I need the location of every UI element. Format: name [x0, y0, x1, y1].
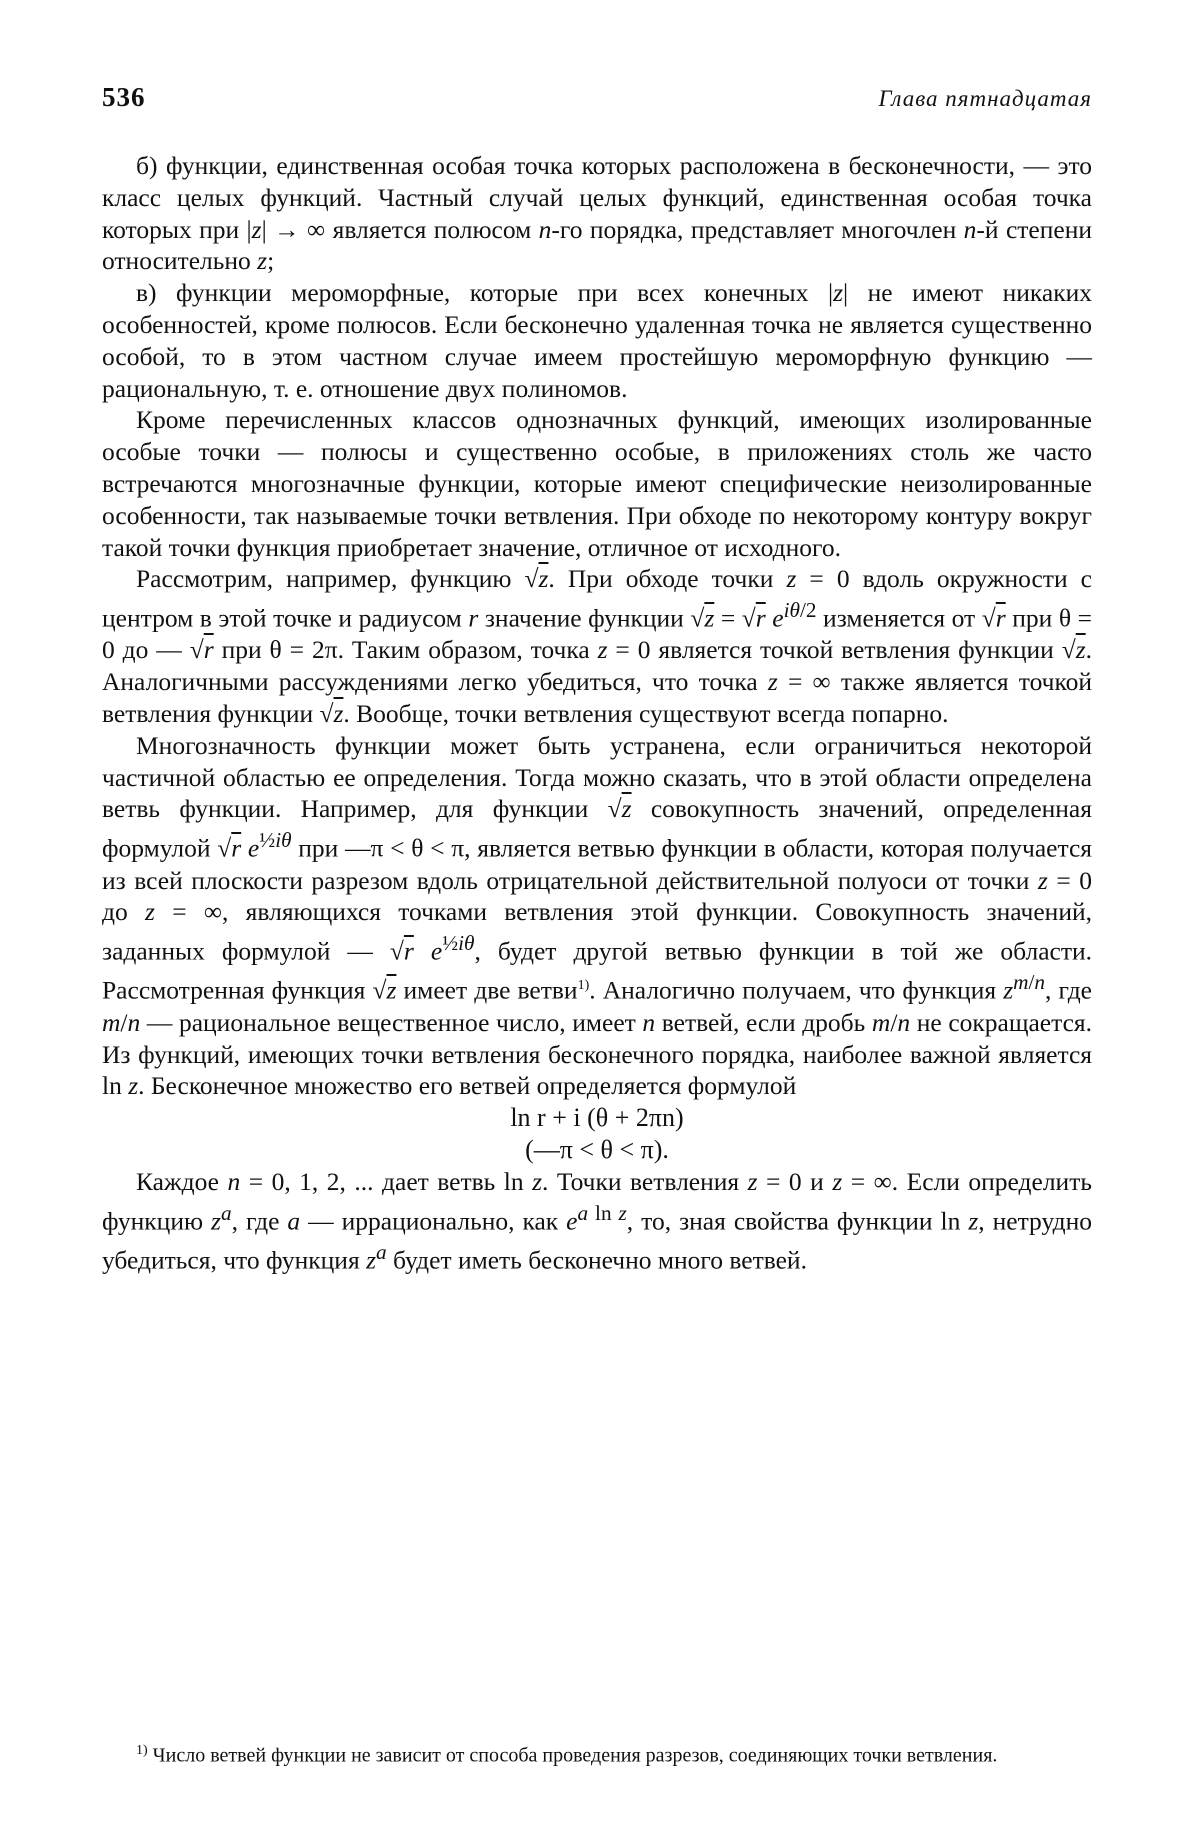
page-number: 536	[102, 82, 146, 112]
paragraph-sqrt-example: Рассмотрим, например, функцию √z. При обходе точки z = 0 вдоль окружности с центром в этой точке и радиусом r значение функции √z = √r $e^{i\theta/2}$ изменяется от √r при θ = 0 до — √r при θ = 2π. Таким образом, точка z = 0 является точкой ветвления функции √z. Аналогичными рассуждениями легко убедиться, что точка z = ∞ также является точкой ветвления функции √z. Вообще, точки ветвления существуют всегда попарно.	[102, 564, 1093, 729]
paragraph-branch-points: Кроме перечисленных классов однозначных функций, имеющих изолированные особые точки — полюсы и существенно особые, в приложениях столь же часто встречаются многозначные функции, которые имеют специфические неизолированные особенности, так называемые точки ветвления. При обходе по некоторому контуру вокруг такой точки функция приобретает значение, отличное от исходного.	[102, 405, 1092, 562]
footnote	[102, 1738, 1092, 1769]
paragraph-branches: Многозначность функции может быть устранена, если ограничиться некоторой частичной областью ее определения. Тогда можно сказать, что в этой области определена ветвь функции. Например, для функции √z совокупность значений, определенная формулой √r $e^{\frac{1}{2}i\theta}$ при —π < θ < π, является ветвью функции в области, которая получается из всей плоскости разрезом вдоль отрицательной действительной полуоси от точки z = 0 до z = ∞, являющихся точками ветвления этой функции. Совокупность значений, заданных формулой — √r $e^{\frac{1}{2}i\theta}$, будет другой ветвью функции в той же области. Рассмотренная функция √z имеет две ветви$^{1)}$. Аналогично получаем, что функция $z^{m/n}$, где m/n — рациональное вещественное число, имеет n ветвей, если дробь m/n не сокращается. Из функций, имеющих точки ветвления бесконечного порядка, наиболее важной является ln z. Бесконечное множество его ветвей определяется формулой	[102, 730, 1093, 1101]
footnote-marker: 1)	[136, 1743, 148, 1758]
paragraph-ln-branches: Каждое n = 0, 1, 2, ... дает ветвь ln z. Точки ветвления z = 0 и z = ∞. Если определить функцию $z^a$, где a — иррационально, как $e^{a ln z}$, то, зная свойства функции ln z, нетрудно убедиться, что функция $z^a$ будет иметь бесконечно много ветвей.	[102, 1166, 1092, 1275]
paragraph-meromorphic: в) функции мероморфные, которые при всех конечных |z| не имеют никаких особенностей, кроме полюсов. Если бесконечно удаленная точка не является существенно особой, то в этом частном случае имеем простейшую мероморфную функцию — рациональную, т. е. отношение двух полиномов.	[102, 278, 1092, 403]
main-text	[102, 150, 1092, 1276]
paragraph-entire-functions: б) функции, единственная особая точка которых расположена в бесконечности, — это класс целых функций. Частный случай целых функций, единственная особая точка которых при |z| → ∞ является полюсом n-го порядка, представляет многочлен n-й степени относительно z;	[102, 151, 1092, 276]
running-title: Глава пятнадцатая	[878, 86, 1092, 111]
footnote-text: Число ветвей функции не зависит от способа проведения разрезов, соединяющих точки ветвления.	[152, 1744, 998, 1767]
page-header	[102, 82, 1092, 122]
formula-ln-branches: ln r + i (θ + 2πn)	[510, 1103, 684, 1133]
formula-theta-range: (—π < θ < π).	[525, 1134, 669, 1164]
